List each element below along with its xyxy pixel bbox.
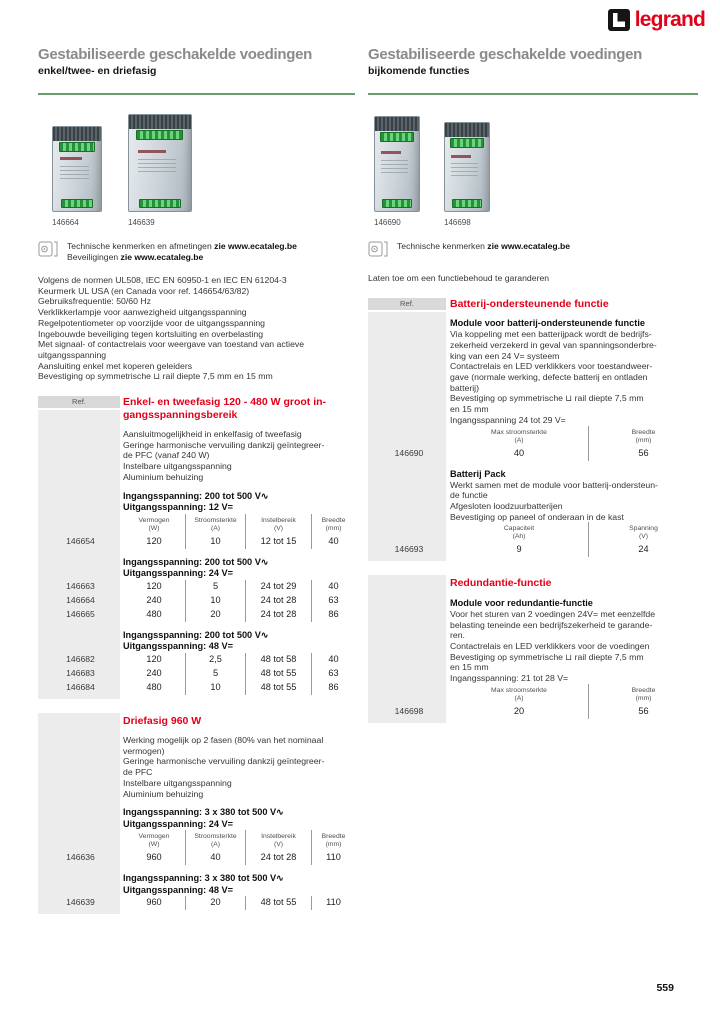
value-cell: 12 tot 15 (245, 535, 311, 549)
terminal-detail (450, 138, 484, 148)
col-header: Breedte (mm) (311, 830, 355, 851)
value-cell: 480 (146, 608, 162, 619)
col-header: Max stroomsterkte (A) (491, 428, 547, 444)
label-detail (138, 150, 167, 153)
value-cell: 5 (185, 667, 245, 681)
col-header: Vermogen (W) (138, 833, 170, 849)
product-photo-146664 (52, 126, 102, 212)
label-detail (451, 155, 471, 158)
product-figure (374, 116, 420, 227)
spec-input: Ingangsspanning: 3 x 380 tot 500 V∿ (123, 873, 284, 884)
feature-lines (123, 429, 355, 483)
ref-cell: 146698 (394, 705, 424, 716)
section-title-line: Enkel- en tweefasig 120 - 480 W groot in- (123, 396, 327, 409)
section-driefasig (38, 713, 355, 915)
table-row (368, 543, 698, 561)
section-enkel-tweefasig (38, 396, 355, 699)
value-cell: 86 (311, 681, 355, 695)
spec-output: Uitgangsspanning: 24 V= (123, 568, 234, 579)
text-line: Ingangsspanning: 21 tot 28 V= (450, 673, 569, 684)
vent-detail (53, 127, 101, 141)
text-line: Verklikkerlampje voor aanwezigheid uitgangsspanning (38, 307, 247, 318)
value-cell: 24 (588, 543, 698, 557)
note-bold: zie www.ecataleg.be (120, 251, 204, 262)
note-text: Beveiligingen (67, 251, 121, 262)
table-header (38, 514, 355, 535)
spec-output: Uitgangsspanning: 12 V= (123, 502, 234, 513)
ref-cell: 146664 (66, 594, 95, 605)
text-line: king van een 24 V= systeem (450, 350, 560, 361)
ref-cell: 146663 (66, 580, 95, 591)
module-lines (450, 480, 698, 523)
value-cell: 40 (311, 653, 355, 667)
note-lines (397, 241, 570, 252)
table-row (38, 653, 355, 667)
value-cell: 20 (185, 896, 245, 910)
text-line: gave (normale werking, defecte batterij en ontladen (450, 372, 648, 383)
note-line (67, 252, 297, 263)
table-row (368, 705, 698, 723)
value-cell: 20 (185, 608, 245, 622)
text-line: Werking mogelijk op 2 fasen (80% van het nominaal (123, 735, 324, 746)
left-column (38, 46, 355, 914)
label-detail (60, 157, 82, 160)
text-line: Aansluitmogelijkheid in enkelfasig of tweefasig (123, 429, 302, 440)
col-header: Max stroomsterkte (A) (491, 686, 547, 702)
value-cell: 56 (588, 447, 698, 461)
module-lines (450, 609, 698, 684)
value-cell: 20 (513, 705, 525, 716)
value-cell: 48 tot 58 (245, 653, 311, 667)
product-photo-146690 (374, 116, 420, 212)
table-row (38, 681, 355, 695)
table-row (38, 896, 355, 910)
value-cell: 86 (311, 608, 355, 622)
value-cell: 110 (311, 851, 355, 865)
text-line: Bevestiging op paneel of onderaan in de kast (450, 511, 624, 522)
note-line (397, 241, 570, 252)
section-title-line: gangsspanningsbereik (123, 408, 238, 421)
terminal-detail (59, 142, 96, 152)
page-number: 559 (656, 982, 674, 994)
table-header (368, 522, 698, 543)
value-cell: 480 (146, 681, 162, 692)
text-line: Bevestiging op symmetrische ⊔ rail diepte 7,5 mm (450, 651, 644, 662)
text-line: Ingangsspanning 24 tot 29 V= (450, 414, 566, 425)
ref-cell: 146684 (66, 681, 95, 692)
text-line: Aluminium behuizing (123, 471, 204, 482)
text-line: Afgesloten loodzuurbatterijen (450, 500, 563, 511)
text-line: Instelbare uitgangsspanning (123, 461, 232, 472)
terminal-detail (61, 199, 94, 208)
note-text: Technische kenmerken en afmetingen (67, 241, 215, 251)
table-row (38, 608, 355, 622)
table-header (38, 830, 355, 851)
text-detail (381, 160, 408, 173)
page-title-right: Gestabiliseerde geschakelde voedingen (368, 46, 643, 63)
product-caption: 146664 (52, 218, 79, 227)
text-line: Keurmerk UL USA (en Canada voor ref. 146654/63/82) (38, 285, 250, 296)
spec-group (38, 557, 355, 622)
text-line: de functie (450, 490, 488, 501)
right-column (368, 46, 698, 723)
table-row (38, 535, 355, 549)
table-row (38, 594, 355, 608)
value-cell: 120 (146, 580, 162, 591)
value-cell: 2,5 (185, 653, 245, 667)
terminal-detail (380, 132, 414, 142)
intro-text (38, 275, 355, 382)
value-cell: 56 (588, 705, 698, 719)
table-row (368, 447, 698, 461)
terminal-detail (139, 199, 181, 208)
ecatalog-note-right (368, 241, 698, 257)
text-line: en 15 mm (450, 662, 489, 673)
ecatalog-note-left (38, 241, 355, 262)
ref-cell: 146682 (66, 653, 95, 664)
spec-input: Ingangsspanning: 200 tot 500 V∿ (123, 556, 269, 567)
legrand-logo (608, 9, 705, 31)
value-cell: 10 (185, 535, 245, 549)
text-line: vermogen) (123, 745, 165, 756)
green-rule (38, 93, 355, 95)
table-header (368, 684, 698, 705)
value-cell: 24 tot 28 (245, 851, 311, 865)
value-cell: 10 (185, 594, 245, 608)
terminal-detail (382, 199, 412, 208)
module-lines (450, 329, 698, 425)
text-line: en 15 mm (450, 404, 489, 415)
product-figure (444, 122, 490, 227)
note-bold: zie www.ecataleg.be (487, 241, 571, 251)
text-line: Instelbare uitgangsspanning (123, 777, 232, 788)
value-cell: 24 tot 28 (245, 594, 311, 608)
value-cell: 960 (146, 897, 162, 908)
ref-cell: 146639 (66, 897, 95, 908)
value-cell: 10 (185, 681, 245, 695)
col-header: Breedte (mm) (588, 684, 698, 705)
product-photos-right (368, 111, 698, 227)
spec-input: Ingangsspanning: 200 tot 500 V∿ (123, 629, 269, 640)
page-title-left: Gestabiliseerde geschakelde voedingen (38, 46, 313, 63)
text-line: Aluminium behuizing (123, 788, 204, 799)
text-line: belasting teneinde een bedrijfszekerheid te garande- (450, 619, 653, 630)
text-line: Contactrelais en LED verklikkers voor toestandweer- (450, 361, 653, 372)
vent-detail (445, 123, 489, 137)
spec-output: Uitgangsspanning: 48 V= (123, 641, 234, 652)
text-line: Gebruiksfrequentie: 50/60 Hz (38, 296, 152, 307)
table-row (38, 851, 355, 865)
product-photo-146698 (444, 122, 490, 212)
text-detail (138, 159, 176, 172)
section-title (123, 396, 355, 421)
legrand-logo-mark (608, 9, 630, 31)
product-figure (52, 126, 102, 227)
text-line: Geringe harmonische vervuiling dankzij geïntegreer- (123, 756, 325, 767)
ref-cell: 146683 (66, 667, 95, 678)
ecatalog-icon (368, 241, 388, 257)
note-bold: zie www.ecataleg.be (214, 241, 297, 251)
vent-detail (129, 115, 191, 129)
text-line: de PFC (vanaf 240 W) (123, 450, 210, 461)
value-cell: 48 tot 55 (245, 681, 311, 695)
col-header: Stroomsterkte (A) (185, 830, 245, 851)
page-subtitle-right: bijkomende functies (368, 65, 470, 77)
spec-group (38, 873, 355, 914)
text-line: batterij) (450, 382, 479, 393)
value-cell: 960 (146, 852, 162, 863)
module-heading: Module voor redundantie-functie (450, 597, 593, 608)
text-line: Voor het sturen van 2 voedingen 24V= met eenzelfde (450, 608, 656, 619)
col-header: Instelbereik (V) (245, 830, 311, 851)
page-subtitle-left: enkel/twee- en driefasig (38, 65, 157, 77)
col-header: Stroomsterkte (A) (185, 514, 245, 535)
table-row (38, 667, 355, 681)
terminal-detail (136, 130, 183, 140)
col-header: Instelbereik (V) (245, 514, 311, 535)
text-line: ren. (450, 630, 465, 641)
value-cell: 48 tot 55 (245, 896, 311, 910)
text-line: Bevestiging op symmetrische ⊔ rail diepte 7,5 mm en 15 mm (38, 371, 273, 382)
spec-group (38, 807, 355, 865)
value-cell: 24 tot 29 (245, 580, 311, 594)
green-rule (368, 93, 698, 95)
right-intro: Laten toe om een functiebehoud te garanderen (368, 273, 550, 283)
text-line: Regelpotentiometer op voorzijde voor de uitgangsspanning (38, 317, 265, 328)
col-header: Spanning (V) (588, 522, 698, 543)
text-line: Volgens de normen UL508, IEC EN 60950-1 en IEC EN 61204-3 (38, 275, 287, 285)
spec-input: Ingangsspanning: 200 tot 500 V∿ (123, 490, 269, 501)
spec-group (38, 491, 355, 549)
ref-cell: 146636 (66, 852, 95, 863)
note-text: Technische kenmerken (397, 241, 488, 251)
text-line: uitgangsspanning (38, 349, 107, 360)
text-line: Werkt samen met de module voor batterij-ondersteun- (450, 479, 658, 490)
brand-text: legrand (634, 8, 705, 31)
spec-output: Uitgangsspanning: 24 V= (123, 818, 234, 829)
value-cell: 120 (146, 535, 162, 546)
ref-header: Ref. (368, 298, 446, 310)
text-detail (60, 166, 90, 179)
value-cell: 48 tot 55 (245, 667, 311, 681)
value-cell: 240 (146, 594, 162, 605)
ref-cell: 146693 (394, 544, 424, 555)
ref-cell: 146654 (66, 535, 95, 546)
table-row (38, 580, 355, 594)
ref-header: Ref. (38, 396, 120, 408)
value-cell: 40 (185, 851, 245, 865)
value-cell: 9 (516, 544, 522, 555)
section-title: Batterij-ondersteunende functie (450, 297, 609, 310)
note-lines (67, 241, 297, 262)
product-caption: 146639 (128, 218, 155, 227)
text-line: Met signaal- of contactrelais voor weergave van toestand van actieve (38, 339, 305, 350)
value-cell: 40 (311, 535, 355, 549)
value-cell: 40 (513, 447, 525, 458)
section-title: Driefasig 960 W (123, 714, 202, 727)
spec-output: Uitgangsspanning: 48 V= (123, 884, 234, 895)
ecatalog-icon (38, 241, 58, 257)
value-cell: 5 (185, 580, 245, 594)
module-heading: Module voor batterij-ondersteunende functie (450, 318, 645, 329)
section-redundantie (368, 575, 698, 722)
text-line: zekerheid verzekerd in geval van spanningsonderbre- (450, 339, 657, 350)
text-line: Geringe harmonische vervuiling dankzij geïntegreer- (123, 439, 325, 450)
vent-detail (375, 117, 419, 131)
product-photo-146639 (128, 114, 192, 212)
value-cell: 63 (311, 594, 355, 608)
terminal-detail (452, 199, 482, 208)
section-batterij (368, 298, 698, 562)
product-figure (128, 114, 192, 227)
text-detail (451, 163, 478, 176)
table-header (368, 426, 698, 447)
feature-lines (123, 735, 355, 799)
text-line: Contactrelais en LED verklikkers voor de voedingen (450, 640, 650, 651)
col-header: Breedte (mm) (311, 514, 355, 535)
ref-cell: 146665 (66, 608, 95, 619)
product-caption: 146698 (444, 218, 471, 227)
value-cell: 63 (311, 667, 355, 681)
text-line: Aansluiting enkel met koperen geleiders (38, 360, 193, 371)
text-line: Ingebouwde beveiliging tegen kortsluiting en overbelasting (38, 328, 264, 339)
ref-cell: 146690 (394, 447, 424, 458)
text-line: de PFC (123, 767, 153, 778)
col-header: Breedte (mm) (588, 426, 698, 447)
spec-input: Ingangsspanning: 3 x 380 tot 500 V∿ (123, 807, 284, 818)
value-cell: 40 (311, 580, 355, 594)
value-cell: 120 (146, 653, 162, 664)
col-header: Capaciteit (Ah) (503, 525, 535, 541)
value-cell: 110 (311, 896, 355, 910)
value-cell: 24 tot 28 (245, 608, 311, 622)
text-line: Bevestiging op symmetrische ⊔ rail diepte 7,5 mm (450, 393, 644, 404)
product-photos-left (38, 111, 355, 227)
text-line: Via koppeling met een batterijpack wordt de bedrijfs- (450, 329, 652, 340)
module-heading: Batterij Pack (450, 468, 506, 479)
section-title: Redundantie-functie (450, 577, 552, 590)
spec-group (38, 630, 355, 699)
product-caption: 146690 (374, 218, 401, 227)
value-cell: 240 (146, 667, 162, 678)
label-detail (381, 151, 401, 154)
col-header: Vermogen (W) (138, 516, 170, 532)
note-line (67, 241, 297, 252)
